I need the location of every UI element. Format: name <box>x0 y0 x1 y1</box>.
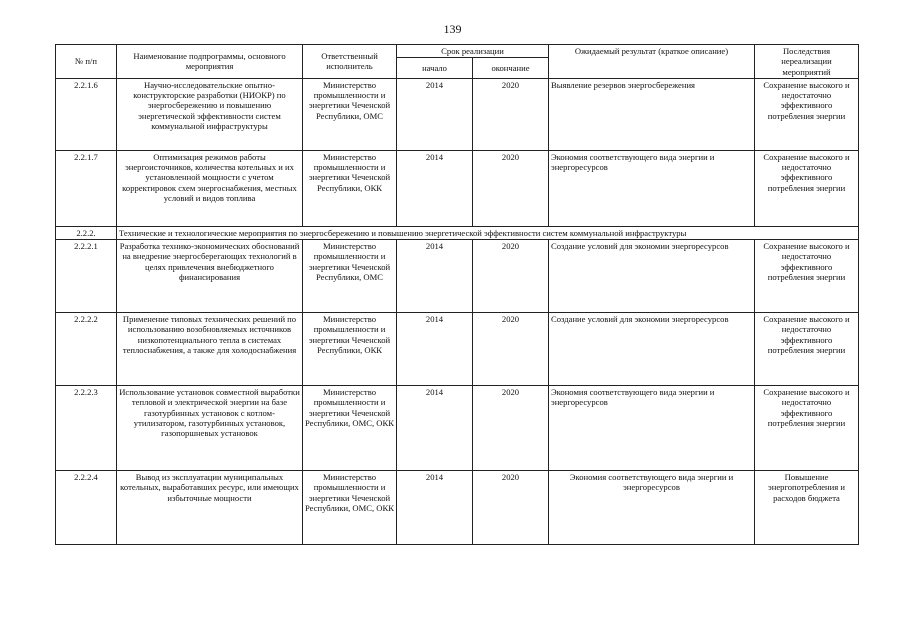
row-consequence: Сохранение высокого и недостаточно эффективного потребления энергии <box>755 313 859 386</box>
row-consequence: Повышение энергопотребления и расходов бюджета <box>755 471 859 545</box>
header-period: Срок реализации <box>397 45 549 58</box>
row-num: 2.2.1.7 <box>56 150 117 226</box>
row-start: 2014 <box>397 313 473 386</box>
row-end: 2020 <box>473 386 549 471</box>
table-row <box>56 471 859 545</box>
row-num: 2.2.2.3 <box>56 386 117 471</box>
row-name: Оптимизация режимов работы энергоисточников, количества котельных и их установленной мощности с учетом корректировок схем энергоснабжения, местных условий и видов топлива <box>117 150 303 226</box>
row-result: Экономия соответствующего вида энергии и энергоресурсов <box>549 150 755 226</box>
row-executor: Министерство промышленности и энергетики Чеченской Республики, ОМС, ОКК <box>303 471 397 545</box>
row-result: Экономия соответствующего вида энергии и энергоресурсов <box>549 386 755 471</box>
row-result: Выявление резервов энергосбережения <box>549 78 755 150</box>
table-row <box>56 150 859 226</box>
table-row <box>56 313 859 386</box>
row-consequence: Сохранение высокого и недостаточно эффективного потребления энергии <box>755 78 859 150</box>
row-start: 2014 <box>397 240 473 313</box>
row-start: 2014 <box>397 471 473 545</box>
row-name: Использование установок совместной выработки тепловой и электрической энергии на базе газотурбинных установок с котлом-утилизатором, газотурбинных установок, газопоршневых установок <box>117 386 303 471</box>
row-name: Вывод из эксплуатации муниципальных котельных, выработавших ресурс, или имеющих избыточные мощности <box>117 471 303 545</box>
row-start: 2014 <box>397 150 473 226</box>
row-executor: Министерство промышленности и энергетики Чеченской Республики, ОМС, ОКК <box>303 386 397 471</box>
row-num: 2.2.2.4 <box>56 471 117 545</box>
header-consequences: Последствия нереализации мероприятий <box>755 45 859 79</box>
row-start: 2014 <box>397 386 473 471</box>
page-number: 139 <box>443 22 462 36</box>
row-name: Применение типовых технических решений по использованию возобновляемых источников низкопотенциального тепла в системах теплоснабжения, а также для холодоснабжения <box>117 313 303 386</box>
row-executor: Министерство промышленности и энергетики Чеченской Республики, ОКК <box>303 150 397 226</box>
row-result: Экономия соответствующего вида энергии и энергоресурсов <box>549 471 755 545</box>
section-row <box>56 226 859 239</box>
header-end: окончание <box>473 58 549 79</box>
row-num: 2.2.2.1 <box>56 240 117 313</box>
row-consequence: Сохранение высокого и недостаточно эффективного потребления энергии <box>755 150 859 226</box>
row-executor: Министерство промышленности и энергетики Чеченской Республики, ОМС <box>303 78 397 150</box>
row-executor: Министерство промышленности и энергетики Чеченской Республики, ОКК <box>303 313 397 386</box>
row-end: 2020 <box>473 240 549 313</box>
table-row <box>56 240 859 313</box>
section-num: 2.2.2. <box>56 226 117 239</box>
header-row <box>56 45 859 58</box>
row-name: Разработка технико-экономических обоснований на внедрение энергосберегающих технологий в целях привлечения внебюджетного финансирования <box>117 240 303 313</box>
row-name: Научно-исследовательские опытно-конструкторские разработки (НИОКР) по энергосбережению и повышению энергетической эффективности систем коммунальной инфраструктуры <box>117 78 303 150</box>
row-result: Создание условий для экономии энергоресурсов <box>549 313 755 386</box>
table-row <box>56 386 859 471</box>
header-start: начало <box>397 58 473 79</box>
section-title: Технические и технологические мероприятия по энергосбережению и повышению энергетической эффективности систем коммунальной инфраструктуры <box>117 226 859 239</box>
measures-table <box>55 44 859 545</box>
row-end: 2020 <box>473 150 549 226</box>
row-end: 2020 <box>473 471 549 545</box>
row-end: 2020 <box>473 78 549 150</box>
row-executor: Министерство промышленности и энергетики Чеченской Республики, ОМС <box>303 240 397 313</box>
row-num: 2.2.1.6 <box>56 78 117 150</box>
row-result: Создание условий для экономии энергоресурсов <box>549 240 755 313</box>
header-result: Ожидаемый результат (краткое описание) <box>549 45 755 79</box>
row-num: 2.2.2.2 <box>56 313 117 386</box>
row-consequence: Сохранение высокого и недостаточно эффективного потребления энергии <box>755 240 859 313</box>
header-num: № п/п <box>56 45 117 79</box>
row-end: 2020 <box>473 313 549 386</box>
header-name: Наименование подпрограммы, основного мероприятия <box>117 45 303 79</box>
header-executor: Ответственный исполнитель <box>303 45 397 79</box>
table-row <box>56 78 859 150</box>
row-start: 2014 <box>397 78 473 150</box>
row-consequence: Сохранение высокого и недостаточно эффективного потребления энергии <box>755 386 859 471</box>
